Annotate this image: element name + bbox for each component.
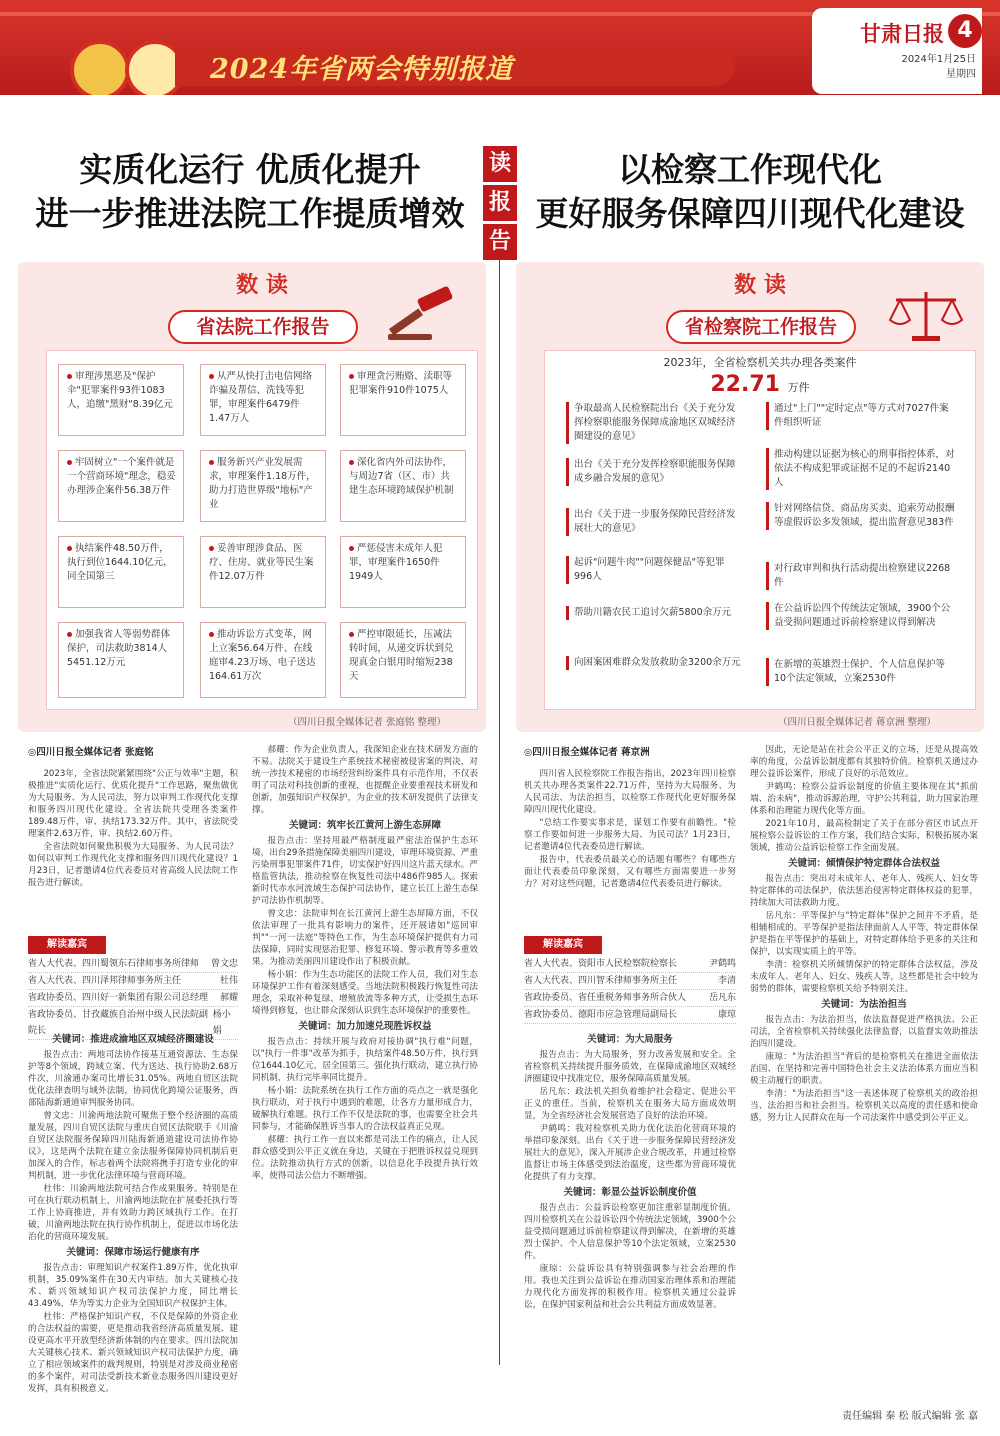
- guest-title: 省人大代表、四川泽邦律师事务所主任: [28, 976, 182, 986]
- court-card-6: [340, 450, 466, 522]
- left-column-1: [28, 1030, 238, 1402]
- card-text: 深化省内外司法协作，与周边7省（区、市）共建生态环境跨域保护机制: [349, 457, 454, 496]
- guest-title: 省政协委员、德阳市应急管理局副局长: [524, 1010, 678, 1020]
- pro-left-card-6: 向困案困难群众发放救助金3200余万元: [566, 656, 741, 670]
- article-paragraph: 曾文忠：川渝两地法院可聚焦于整个经济圈的高质量发展，四川自贸区法院与重庆自贸区法院联手《川渝自贸区法院服务保障四川陆海新通道建设司法协作协议》，这是两个法院在建立金法服务保障协同机制后更加深入的合作，标志着两个法院将携手打造专业化的审判机制，进一步优化法律环境与营商环境。: [28, 1111, 238, 1181]
- guest-name: 杨小娟: [212, 1010, 231, 1036]
- court-card-7: [58, 536, 184, 608]
- guest-row: [28, 973, 238, 990]
- guest-name: 李清: [717, 976, 736, 986]
- guest-row: [524, 956, 736, 973]
- article-paragraph: 报告点击：突出对未成年人、老年人、残疾人、妇女等特定群体的司法保护，依法惩治侵害特定群体权益的犯罪，持续加大司法救助力度。: [750, 874, 978, 908]
- card-text: 执结案件48.50万件，执行到位1644.10亿元，同全国第三: [67, 543, 173, 582]
- editor-credit: 责任编辑 秦 松 版式编辑 张 嘉: [842, 1411, 978, 1422]
- left-byline: ◎四川日报全媒体记者 张庭铭: [28, 747, 154, 758]
- guest-name: 曾文忠: [210, 959, 238, 969]
- column-divider: [499, 260, 500, 1365]
- guest-row: [524, 1007, 736, 1024]
- pro-right-card-5: 在公益诉讼四个传统法定领域，3900个公益受损问题通过诉前检察建议得到解决: [766, 602, 956, 630]
- card-text: 服务新兴产业发展需求，审理案件1.18万件，助力打造世界级"地标"产业: [209, 457, 316, 510]
- pro-right-card-1: 通过"上门""定时定点"等方式对7027件案件组织听证: [766, 402, 956, 430]
- right-intro-p1: 四川省人民检察院工作报告指出，2023年四川检察机关共办理各类案件22.71万件，坚持为大局服务、为人民司法、为法治担当，以检察工作现代化更好服务保障四川现代化建设。: [524, 769, 736, 815]
- data-read-badge: 数 读: [236, 273, 288, 298]
- vertical-tag-2: 报: [483, 185, 517, 221]
- article-paragraph: 岳凡东：政法机关担负着维护社会稳定、促进公平正义的重任。当前，检察机关在服务大局方面成效明显，为全省经济社会发展营造了良好的法治环境。: [524, 1087, 736, 1121]
- total-cases-value: [570, 372, 950, 397]
- article-paragraph: 康琼："为法治担当"背后的是检察机关在推进全面依法治国、在坚持和完善中国特色社会主义法治体系方面应当积极主动履行的职责。: [750, 1052, 978, 1086]
- guest-name: 尹鹤鸣: [708, 959, 736, 969]
- guest-name: 康琼: [717, 1010, 736, 1020]
- card-text: 加强我省人等弱势群体保护，司法救助3814人5451.12万元: [67, 629, 171, 668]
- keyword-heading: 关键词：为法治担当: [821, 999, 907, 1010]
- bullet-icon: [67, 460, 72, 465]
- issue-date: [901, 52, 976, 82]
- left-column-2: [252, 744, 478, 1404]
- pro-left-card-5: 帮助川籍农民工追讨欠薪5800余万元: [566, 606, 741, 620]
- pro-left-card-1: 争取最高人民检察院出台《关于充分发挥检察职能服务保障成渝地区双城经济圈建设的意见》: [566, 402, 741, 444]
- bullet-icon: [349, 460, 354, 465]
- article-paragraph: 报告点击：坚持用最严格制度最严密法治保护生态环境，出台29条措施保障美丽四川建设，审理环境资源、严重污染刑事犯罪案件71件，切实保护好四川这片蓝天绿水。严格监管执法，推动检察在恢复性司法中486件985人。探索新时代赤水河流域生态保护司法协作，建立长江上游生态保护司法协作机制等。: [252, 836, 478, 906]
- left-intro-p1: 2023年，全省法院紧紧围绕"公正与效率"主题，积极推进"实质化运行、优质化提升"工作思路，聚焦做优为大局服务、为人民司法，努力以审判工作现代化支撑和服务四川现代化建设。全省法院共受理各类案件189.48万件，审、执结173.32万件。其中，省法院受理案件2.63万件，审、执结2.60万件。: [28, 769, 238, 839]
- court-card-4: [58, 450, 184, 522]
- article-paragraph: 杨小娟：作为生态功能区的法院工作人员，我们对生态环境保护工作有着深刻感受。当地法院积极践行恢复性司法理念，采取补种复绿、增殖放流等多种方式，让受损生态环境得到修复，也让群众深刻认识到生态环境保护的重要性。: [252, 970, 478, 1016]
- article-paragraph: 报告点击：公益诉讼检察更加注重彰显制度价值。四川检察机关在公益诉讼四个传统法定领域，3900个公益受损问题通过诉前检察建议得到解决，在新增的英雄烈士保护、个人信息保护等10个法定领域，立案2530件。: [524, 1203, 736, 1261]
- article-paragraph: 报告点击：审理知识产权案件1.89万件，优化执审机制，35.09%案件在30天内审结。加大关键核心技术、新兴领域知识产权司法保护力度，同比增长43.49%，华为等实力企业为全国知识产权保护主体。: [28, 1263, 238, 1309]
- weekday-text: 星期四: [946, 69, 976, 80]
- right-column-2: [750, 744, 978, 1394]
- article-paragraph: 报告点击：为大局服务，努力改善发展和安全。全省检察机关持续提升服务质效，在保障成渝地区双城经济圈建设中找准定位，服务保障高质量发展。: [524, 1050, 736, 1084]
- article-paragraph: 李清：检察机关所倾情保护的特定群体合法权益，涉及未成年人、老年人、妇女、残疾人等，这些都是社会中较为弱势的群体，需要检察机关给予特别关注。: [750, 960, 978, 994]
- keyword-heading: 关键词：为大局服务: [587, 1034, 673, 1045]
- right-guests-list: [524, 956, 736, 1024]
- right-guests-header: 解读嘉宾: [524, 936, 602, 954]
- headline-right-line1: 以检察工作现代化: [618, 150, 882, 189]
- left-intro-p2: 全省法院如何聚焦积极为大局服务、为人民司法？如何以审判工作现代化支撑和服务四川现代化建设？1月23日，记者邀请4位代表委员对省高级人民法院工作报告进行解读。: [28, 842, 238, 888]
- card-text: 推动诉讼方式变革，网上立案56.64万件、在线庭审4.23万场、电子送达164.61万次: [209, 629, 316, 682]
- article-paragraph: 杨小娟：法院系统在执行工作方面的亮点之一就是强化执行联动，对于执行中遇到的难题，让各方力量形成合力，破解执行难题。执行工作不仅是法院的事，也需要全社会共同参与，才能确保胜诉当事人的合法权益真正兑现。: [252, 1086, 478, 1132]
- article-paragraph: 李清："为法治担当"这一表述体现了检察机关的政治担当、法治担当和社会担当。检察机关以高度的责任感和使命感，努力让人民群众在每一个司法案件中感受到公平正义。: [750, 1089, 978, 1123]
- left-guests-list: [28, 956, 238, 1040]
- headline-left-line2: 进一步推进法院工作提质增效: [35, 194, 465, 233]
- article-paragraph: 曾文忠：法院审判在长江黄河上游生态屏障方面，不仅依法审理了一批具有影响力的案件，还开展诸如"巡回审判""一河一法庭"等特色工作，为生态环境保护提供有力司法保障，同时实现惩治犯罪、修复环境、警示教育等多重效果，为推动美丽四川建设作出了积极贡献。: [252, 909, 478, 967]
- bullet-icon: [209, 460, 214, 465]
- card-text: 审理贪污贿赂、渎职等犯罪案件910件1075人: [349, 371, 453, 396]
- keyword-heading: 关键词：彰显公益诉讼制度价值: [563, 1187, 697, 1198]
- article-paragraph: 报告点击：两地司法协作接基互通资源法、生态保护等8个领域，跨域立案、代为送达、执行协助2.68万件次，川渝通办案司比增长31.05%。两地自贸区法院优化法律查明与域外法制，协同优化跨境公证服务，西部陆海新通道审判服务协同。: [28, 1050, 238, 1108]
- pro-right-card-6: 在新增的英雄烈士保护、个人信息保护等10个法定领域，立案2530件: [766, 658, 956, 686]
- right-column-1: [524, 1030, 736, 1402]
- bullet-icon: [209, 374, 214, 379]
- article-paragraph: 郝耀：作为企业负责人，我深知企业在技术研发方面的不易。法院关于建设生产系统技术秘密被侵害案的判决，对统一涉技术秘密的市场经营纠纷案件具有示范作用，不仅表明了司法对科技创新的重视，也提醒企业要重视技术研发和创新，加强知识产权保护，为企业的技术研发提供了法律支撑。: [252, 745, 478, 815]
- article-paragraph: 报告点击：为法治担当，依法监督促进严格执法、公正司法，全省检察机关持续强化法律监督，以监督实效助推法治四川建设。: [750, 1015, 978, 1049]
- court-card-2: [200, 364, 326, 436]
- right-intro-p2: "总结工作要实事求是，谋划工作要有前瞻性。"检察工作要如何进一步服务大局、为民司法？1月23日，记者邀请4位代表委员进行解读。: [524, 818, 736, 852]
- pro-right-card-2: 推动构建以证据为核心的刑事指控体系，对依法不构成犯罪或证据不足的不起诉2140人: [766, 448, 956, 490]
- card-text: 严控审限延长，压减法转时间，从递交诉状到兑现真金白银用时缩短238天: [349, 629, 454, 682]
- card-text: 牢固树立"一个案件就是一个营商环境"理念，稳妥办理涉企案件56.38万件: [67, 457, 176, 496]
- procuratorate-report-title: 省检察院工作报告: [666, 310, 856, 344]
- article-paragraph: 杜伟：严格保护知识产权，不仅是保障的外资企业的合法权益的需要，更是推动我省经济高质量发展、建设更高水平开放型经济新体制的内在要求。四川法院加大关键核心技术、新兴领域知识产权司法保护力度，确立了相应领域案件的裁判规则，特别是对涉及商业秘密的多个案件，对司法受新技术新业态服务四川建设更好发挥，具有积极意义。: [28, 1312, 238, 1394]
- guest-row: [28, 990, 238, 1007]
- court-card-10: [58, 622, 184, 698]
- court-card-11: [200, 622, 326, 698]
- right-byline: ◎四川日报全媒体记者 蒋京洲: [524, 747, 650, 758]
- headline-left-line1: 实质化运行 优质化提升: [79, 150, 421, 189]
- pro-right-card-3: 针对网络信贷、商品房买卖、追索劳动报酬等虚假诉讼多发领域，提出监督意见383件: [766, 502, 956, 530]
- card-text: 妥善审理涉食品、医疗、住房、就业等民生案件12.07万件: [209, 543, 314, 582]
- bullet-icon: [67, 632, 72, 637]
- total-value-number: 22.71: [710, 372, 780, 397]
- headline-right: [520, 148, 980, 236]
- guest-name: 岳凡东: [708, 993, 736, 1003]
- guest-row: [524, 973, 736, 990]
- pro-left-card-4: 起诉"问题牛肉""问题保健品"等犯罪996人: [566, 556, 741, 584]
- court-card-8: [200, 536, 326, 608]
- pro-left-card-3: 出台《关于进一步服务保障民营经济发展壮大的意见》: [566, 508, 741, 536]
- bullet-icon: [349, 374, 354, 379]
- guest-name: 杜伟: [219, 976, 238, 986]
- banner-title: 2024年省两会特别报道: [210, 54, 514, 85]
- court-card-1: [58, 364, 184, 436]
- article-paragraph: 杜伟：川渝两地法院可结合作成果服务。特别是在可在执行联动机制上，川渝两地法院在扩展委托执行等工作上协商推进，并有效助力跨区域执行工作。在打破，川渝两地法院在执行协作机制上，促进以市场化法治化的营商环境发展。: [28, 1184, 238, 1242]
- article-paragraph: 因此，无论是站在社会公平正义的立场，还是从提高效率的角度，公益诉讼制度都有其独特价值。检察机关通过办理公益诉讼案件，形成了良好的示范效应。: [750, 745, 978, 779]
- guest-row: [28, 956, 238, 973]
- bullet-icon: [349, 546, 354, 551]
- justice-scale-icon: [886, 286, 966, 346]
- right-intro: [524, 768, 736, 928]
- guest-title: 省政协委员、甘孜藏族自治州中级人民法院副院长: [28, 1010, 209, 1036]
- keyword-heading: 关键词：倾情保护特定群体合法权益: [787, 858, 940, 869]
- left-intro: [28, 768, 238, 928]
- masthead: [812, 8, 982, 94]
- bullet-icon: [209, 546, 214, 551]
- article-paragraph: 尹鹤鸣：我对检察机关助力优化法治化营商环境的举措印象深刻。出台《关于进一步服务保障民营经济发展壮大的意见》，深入开展涉企业合规改革，并通过检察监督让市场主体感受到法治温度，这些都为营商环境优化提供了有力支撑。: [524, 1124, 736, 1182]
- left-guests-header: 解读嘉宾: [28, 936, 106, 954]
- special-report-banner: [0, 0, 1000, 95]
- bullet-icon: [67, 374, 72, 379]
- vertical-tag-1: 读: [483, 146, 517, 182]
- gavel-icon: [378, 284, 468, 344]
- guest-title: 省人大代表、四川智禾律师事务所主任: [524, 976, 678, 986]
- bullet-icon: [349, 632, 354, 637]
- bullet-icon: [67, 546, 72, 551]
- guest-title: 省政协委员、省任重税务师事务所合伙人: [524, 993, 687, 1003]
- total-cases-label: 2023年，全省检察机关共办理各类案件: [663, 356, 857, 369]
- guest-title: 省政协委员、四川好一新集团有限公司总经理: [28, 993, 209, 1003]
- article-paragraph: 岳凡东：平等保护与"特定群体"保护之间并不矛盾，是相辅相成的。平等保护是指法律面前人人平等，特定群体保护是指在平等保护的基础上，对特定群体给予更多的关注和保护，以实现实质上的平等。: [750, 911, 978, 957]
- keyword-heading: 关键词：保障市场运行健康有序: [66, 1247, 200, 1258]
- keyword-heading: 关键词：筑牢长江黄河上游生态屏障: [288, 820, 441, 831]
- total-value-unit: 万件: [787, 381, 810, 394]
- national-emblem-icon: [70, 40, 130, 95]
- article-paragraph: 报告点击：持续开展与政府对接协调"执行难"问题，以"执行一件事"改革为抓手，执结案件48.50万件，执行到位1644.10亿元，居全国第三。强化执行联动，建立执行协同机制，执行完毕率同比提升。: [252, 1037, 478, 1083]
- newspaper-name: 甘肃日报: [860, 21, 944, 46]
- procuratorate-box-credit: （四川日报全媒体记者 蒋京洲 整理）: [778, 717, 937, 728]
- data-read-badge: 数 读: [734, 273, 786, 298]
- page-number: 4: [948, 14, 982, 48]
- card-text: 从严从快打击电信网络诈骗及帮信、洗钱等犯罪，审理案件6479件1.47万人: [209, 371, 313, 424]
- date-text: 2024年1月25日: [901, 54, 976, 65]
- guest-title: 省人大代表、四川蜀领东石律师事务所律师: [28, 959, 200, 969]
- pro-right-card-4: 对行政审判和执行活动提出检察建议2268件: [766, 562, 956, 590]
- court-report-title: 省法院工作报告: [168, 310, 358, 344]
- guest-row: [524, 990, 736, 1007]
- court-card-9: [340, 536, 466, 608]
- article-paragraph: 2021年10月，最高检制定了关于在部分省区市试点开展检察公益诉讼的工作方案，我们结合实际，积极拓展办案领域，推动公益诉讼检察工作全面发展。: [750, 819, 978, 853]
- bullet-icon: [209, 632, 214, 637]
- court-report-infobox: [18, 262, 486, 732]
- pro-left-card-2: 出台《关于充分发挥检察职能服务保障成乡融合发展的意见》: [566, 458, 741, 486]
- court-card-12: [340, 622, 466, 698]
- court-card-3: [340, 364, 466, 436]
- headline-left: [20, 148, 480, 236]
- right-intro-p3: 报告中，代表委员最关心的话题有哪些？有哪些方面让代表委员印象深刻，又有哪些方面需要进一步努力？对对这些问题，记者邀请4位代表委员进行解读。: [524, 855, 736, 889]
- card-text: 审理涉黑恶及"保护伞"犯罪案件93件1083人，追缴"黑财"8.39亿元: [67, 371, 173, 410]
- keyword-heading: 关键词：推进成渝地区双城经济圈建设: [52, 1034, 214, 1045]
- court-card-5: [200, 450, 326, 522]
- article-paragraph: 郝耀：执行工作一直以来都是司法工作的痛点，让人民群众感受到公平正义就在身边，关键在于把胜诉权益兑现到位。法院推动执行方式的创新，以信息化手段提升执行效率，使得司法公信力不断增强。: [252, 1135, 478, 1181]
- card-text: 严惩侵害未成年人犯罪，审理案件1650件1949人: [349, 543, 443, 582]
- article-paragraph: 康琼：公益诉讼具有特别强调参与社会治理的作用。我也关注到公益诉讼在推动国家治理体系和治理能力现代化方面发挥的积极作用。检察机关通过公益诉讼，在保护国家利益和社会公共利益方面成效显著。: [524, 1264, 736, 1310]
- headline-right-line2: 更好服务保障四川现代化建设: [535, 194, 965, 233]
- article-paragraph: 尹鹤鸣：检察公益诉讼制度的价值主要体现在其"抓前端、治未病"，推动诉源治理，守护公共利益，助力国家治理体系和治理能力现代化等方面。: [750, 782, 978, 816]
- procuratorate-report-infobox: [516, 262, 984, 732]
- guest-name: 郝耀: [219, 993, 238, 1003]
- court-box-credit: （四川日报全媒体记者 张庭铭 整理）: [288, 717, 447, 728]
- keyword-heading: 关键词：加力加速兑现胜诉权益: [298, 1021, 432, 1032]
- guest-title: 省人大代表、资阳市人民检察院检察长: [524, 959, 678, 969]
- vertical-tag-3: 告: [483, 224, 517, 260]
